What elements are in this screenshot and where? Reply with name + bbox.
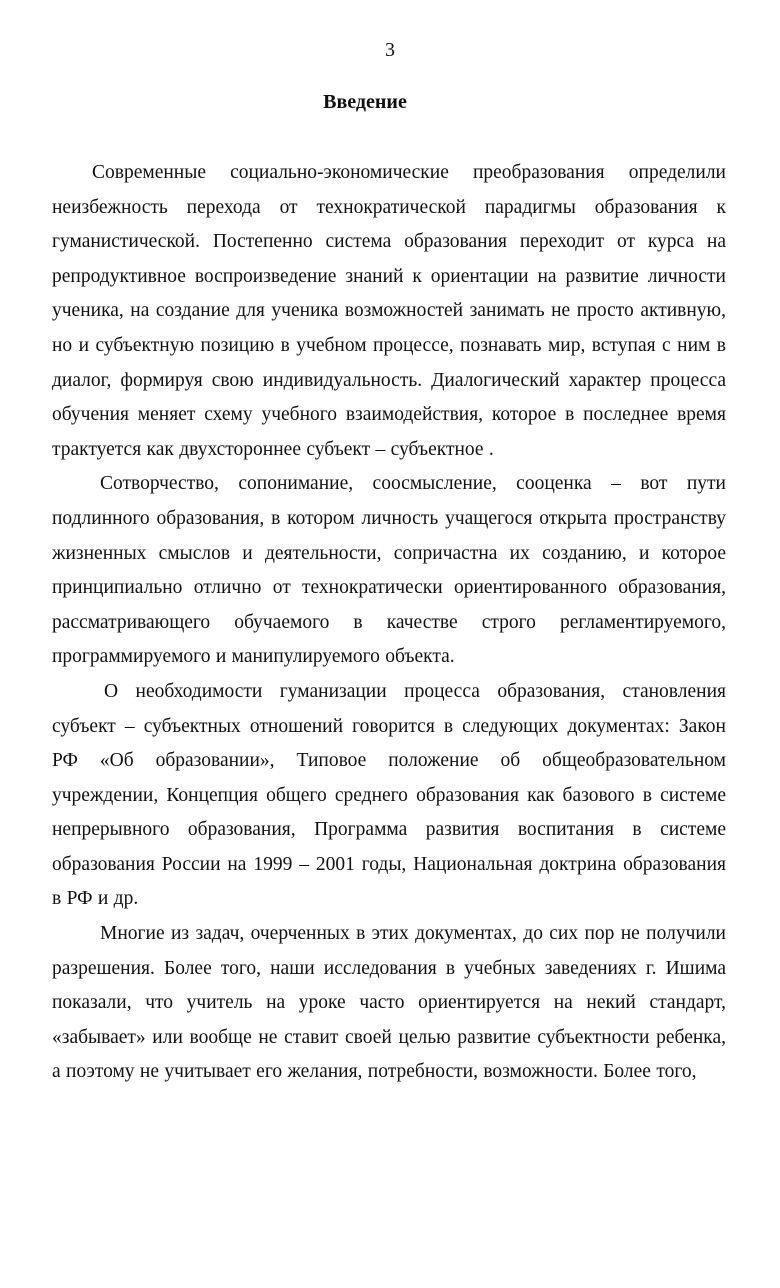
page-number: 3: [385, 39, 395, 61]
paragraph: О необходимости гуманизации процесса образования, становления субъект – субъектных отношений говорится в следующих документах: Закон РФ «Об образовании», Типовое положение об общеобразовательном учреждении, Концепция общего среднего образования как базового в системе непрерывного образования, Программа развития воспитания в системе образования России на 1999 – 2001 годы, Национальная доктрина образования в РФ и др.: [52, 680, 726, 910]
page-title: Введение: [323, 91, 407, 113]
paragraph: Многие из задач, очерченных в этих документах, до сих пор не получили разрешения. Более того, наши исследования в учебных заведениях г. Ишима показали, что учитель на уроке часто ориентируется на некий стандарт, «забывает» или вообще не ставит своей целью развитие субъектности ребенка, а поэтому не учитывает его желания, потребности, возможности. Более того,: [52, 923, 726, 1083]
paragraph: Современные социально-экономические преобразования определили неизбежность перехода от технократической парадигмы образования к гуманистической. Постепенно система образования переходит от курса на репродуктивное воспроизведение знаний к ориентации на развитие личности ученика, на создание для ученика возможностей занимать не просто активную, но и субъектную позицию в учебном процессе, познавать мир, вступая с ним в диалог, формируя свою индивидуальность. Диалогический характер процесса обучения меняет схему учебного взаимодействия, которое в последнее время трактуется как двухстороннее субъект – субъектное .: [52, 162, 726, 460]
paragraph: Сотворчество, сопонимание, соосмысление, сооценка – вот пути подлинного образования, в котором личность учащегося открыта пространству жизненных смыслов и деятельности, сопричастна их созданию, и которое принципиально отлично от технократически ориентированного образования, рассматривающего обучаемого в качестве строго регламентируемого, программируемого и манипулируемого объекта.: [52, 473, 726, 668]
body-text: [52, 156, 726, 1090]
